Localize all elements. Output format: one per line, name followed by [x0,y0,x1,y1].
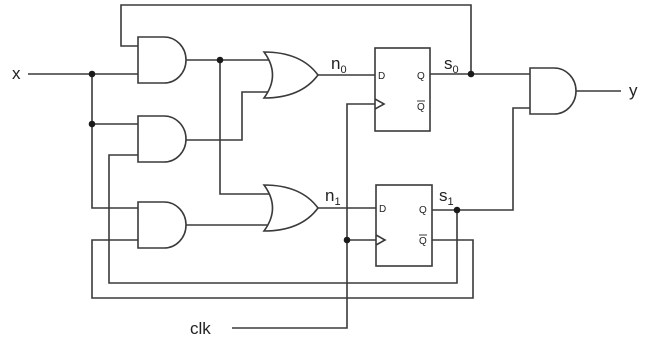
output-y-label: y [629,81,638,100]
junction-s1 [454,207,461,214]
junction-clk [344,237,351,244]
input-clk-label: clk [190,319,211,338]
wire-and2-out [186,92,276,140]
s0-label: $s_0$ [444,54,459,76]
junction-s0 [468,71,475,78]
input-x-label: x [12,64,21,83]
n1-label: $n_1$ [325,186,341,208]
ff1-body [376,185,432,266]
and-gate-1 [138,37,186,83]
s1-label: $s_1$ [439,186,454,208]
ff0-qbar-label: Q [417,102,425,113]
junction-and1 [217,57,224,64]
flip-flop-1 [376,185,432,266]
wire-x-vertical [92,74,138,208]
junction-x-1 [89,71,96,78]
ff1-d-label: D [379,204,387,215]
and-gate-2 [138,116,186,162]
ff0-q-label: Q [417,71,425,82]
junction-x-2 [89,121,96,128]
flip-flop-0 [375,48,430,131]
wire-and1-to-or2 [220,60,272,194]
ff0-body [375,48,430,131]
ff0-d-label: D [378,71,386,82]
ff1-q-label: Q [419,205,427,216]
wires [28,5,621,328]
and-gate-output [530,68,576,114]
gates [138,37,576,248]
ff1-qbar-label: Q [419,236,427,247]
and-gate-3 [138,202,186,248]
n0-label: $n_0$ [331,54,347,76]
or-gate-1 [264,185,318,231]
or-gate-0 [264,52,318,98]
